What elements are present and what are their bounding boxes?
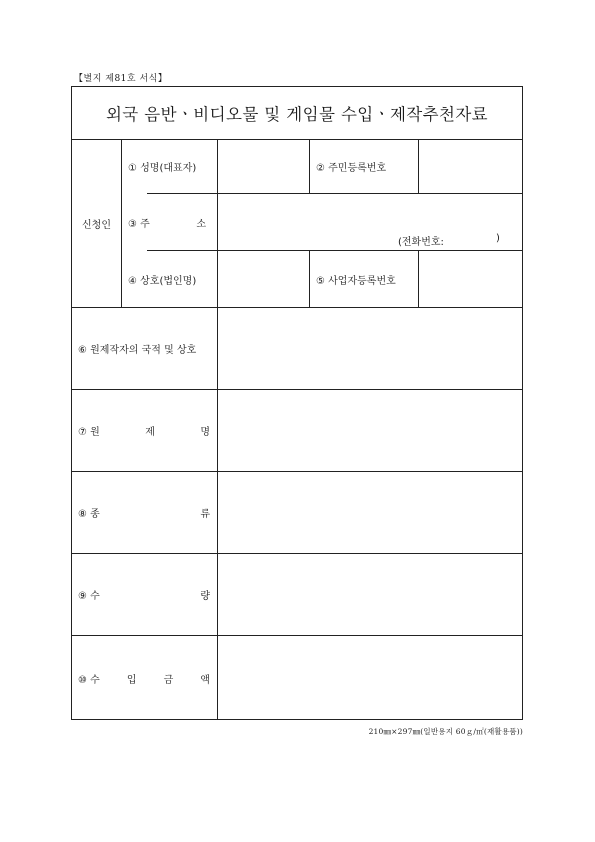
label-part: 금: [163, 674, 174, 686]
name-label: ① 성명(대표자): [128, 162, 197, 174]
divider: [121, 139, 122, 307]
phone-close: ): [496, 233, 500, 244]
business-number-field[interactable]: [419, 251, 522, 307]
label-part: ⑦ 원: [78, 427, 100, 438]
type-label: [78, 472, 210, 553]
label-part: 명: [200, 427, 210, 438]
resident-number-field[interactable]: [419, 139, 522, 193]
business-number-label: ⑤ 사업자등록번호: [316, 275, 396, 287]
form-frame: [71, 86, 523, 720]
form-number: 【별지 제81호 서식】: [74, 74, 168, 84]
label-part: ⑧ 종: [78, 509, 100, 520]
form-title: 외국 음반ㆍ비디오물 및 게임물 수입ㆍ제작추천자료: [72, 87, 522, 140]
type-field[interactable]: [218, 472, 522, 553]
divider: [309, 250, 310, 307]
label-part: 량: [200, 591, 210, 602]
import-amount-label: [78, 636, 210, 720]
label-part: ⑩ 수: [78, 674, 100, 686]
quantity-label: [78, 554, 210, 635]
business-name-label: ④ 상호(법인명): [128, 275, 197, 287]
paper-spec: 210㎜×297㎜(일반용지 60ｇ/㎡(재활용품)): [368, 727, 523, 736]
origin-label: ⑥ 원제작자의 국적 및 상호: [78, 345, 197, 356]
name-field[interactable]: [218, 139, 309, 193]
business-name-field[interactable]: [218, 251, 309, 307]
phone-label: (전화번호:: [398, 237, 444, 248]
label-part: 제: [145, 427, 155, 438]
label-part: 액: [200, 674, 210, 686]
applicant-section-label: 신청인: [82, 219, 111, 231]
label-part: 류: [200, 509, 210, 520]
label-part: ⑨ 수: [78, 591, 100, 602]
import-amount-field[interactable]: [218, 636, 522, 720]
address-label: [128, 194, 206, 250]
address-label-suffix: 소: [196, 218, 206, 230]
origin-field[interactable]: [218, 308, 522, 389]
original-title-label: [78, 390, 210, 471]
address-field[interactable]: [218, 194, 522, 250]
quantity-field[interactable]: [218, 554, 522, 635]
divider: [309, 139, 310, 193]
label-part: 입: [126, 674, 137, 686]
address-label-prefix: ③ 주: [128, 218, 150, 230]
resident-number-label: ② 주민등록번호: [316, 162, 387, 174]
original-title-field[interactable]: [218, 390, 522, 471]
